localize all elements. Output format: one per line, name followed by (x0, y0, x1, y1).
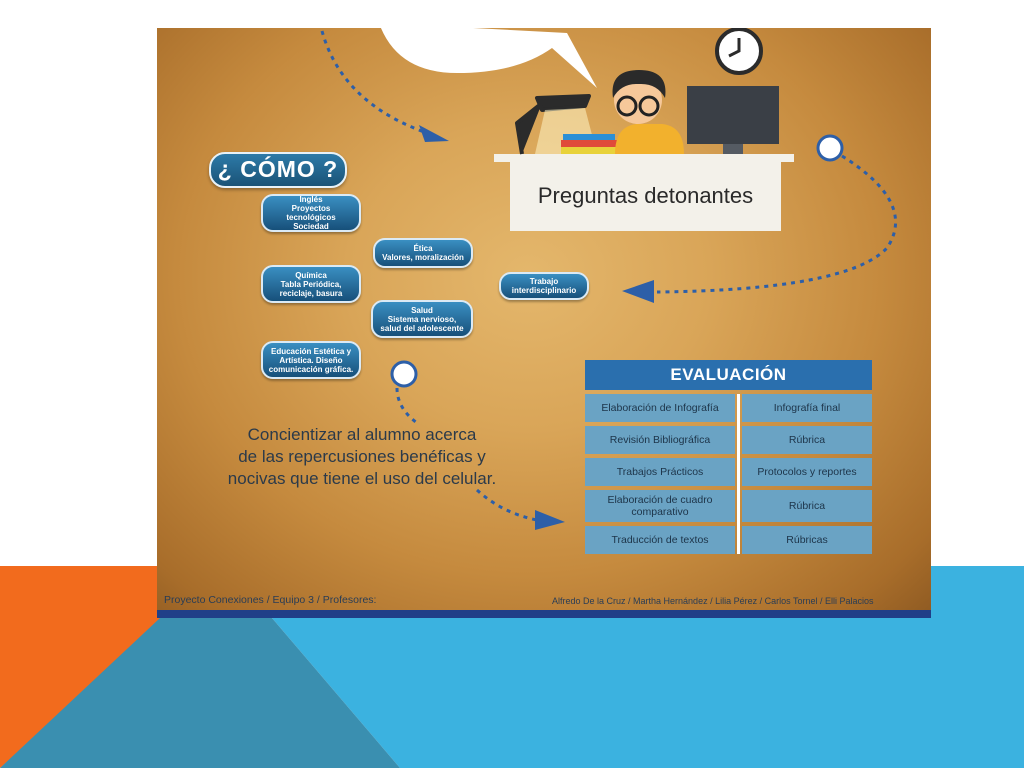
bubble-educacion: Educación Estética y Artística. Diseño comunicación gráfica. (261, 341, 361, 379)
eval-cell-right-3: Protocolos y reportes (742, 458, 872, 486)
footer-professors: Alfredo De la Cruz / Martha Hernández / Lilia Pérez / Carlos Tornel / Elli Palacios (552, 596, 874, 606)
eval-cell-left-1: Elaboración de Infografía (585, 394, 735, 422)
eval-cell-left-4: Elaboración de cuadro comparativo (585, 490, 735, 522)
bubble-trabajo: Trabajo interdisciplinario (499, 272, 589, 300)
book-2 (561, 140, 617, 147)
connector-circle-left (392, 362, 416, 386)
arrow-head-bottom (535, 510, 565, 530)
eval-cell-right-5: Rúbricas (742, 526, 872, 554)
book-3 (561, 147, 617, 154)
evaluacion-title: EVALUACIÓN (585, 360, 872, 390)
clock-icon (717, 29, 761, 73)
arrow-head-right (622, 280, 654, 303)
dotted-arrow-bottom-1 (397, 388, 417, 423)
eval-divider (737, 394, 740, 554)
eval-cell-left-2: Revisión Bibliográfica (585, 426, 735, 454)
eval-cell-left-5: Traducción de textos (585, 526, 735, 554)
eval-cell-right-2: Rúbrica (742, 426, 872, 454)
connector-circle-right (818, 136, 842, 160)
student-body (615, 124, 684, 154)
eval-cell-right-1: Infografía final (742, 394, 872, 422)
monitor-screen (687, 86, 779, 144)
como-heading: ¿ CÓMO ? (209, 152, 347, 188)
dotted-arrow-bottom-2 (477, 490, 537, 520)
footer-bar (157, 610, 931, 618)
speech-bubble (379, 28, 597, 88)
arrow-head-top (419, 125, 449, 142)
preguntas-detonantes-label: Preguntas detonantes (510, 161, 781, 231)
bubble-etica: Ética Valores, moralización (373, 238, 473, 268)
eval-cell-right-4: Rúbrica (742, 490, 872, 522)
bubble-salud: Salud Sistema nervioso, salud del adolescente (371, 300, 473, 338)
book-1 (563, 134, 615, 140)
eval-cell-left-3: Trabajos Prácticos (585, 458, 735, 486)
concientizar-text: Concientizar al alumno acerca de las repercusiones benéficas y nocivas que tiene el uso del celular. (227, 425, 497, 488)
bubble-ingles: Inglés Proyectos tecnológicos Sociedad (261, 194, 361, 232)
bubble-quimica: Química Tabla Periódica, reciclaje, basura (261, 265, 361, 303)
footer-project: Proyecto Conexiones / Equipo 3 / Profesores: (164, 594, 377, 606)
monitor-stand (723, 144, 743, 154)
infographic-image (157, 28, 931, 618)
